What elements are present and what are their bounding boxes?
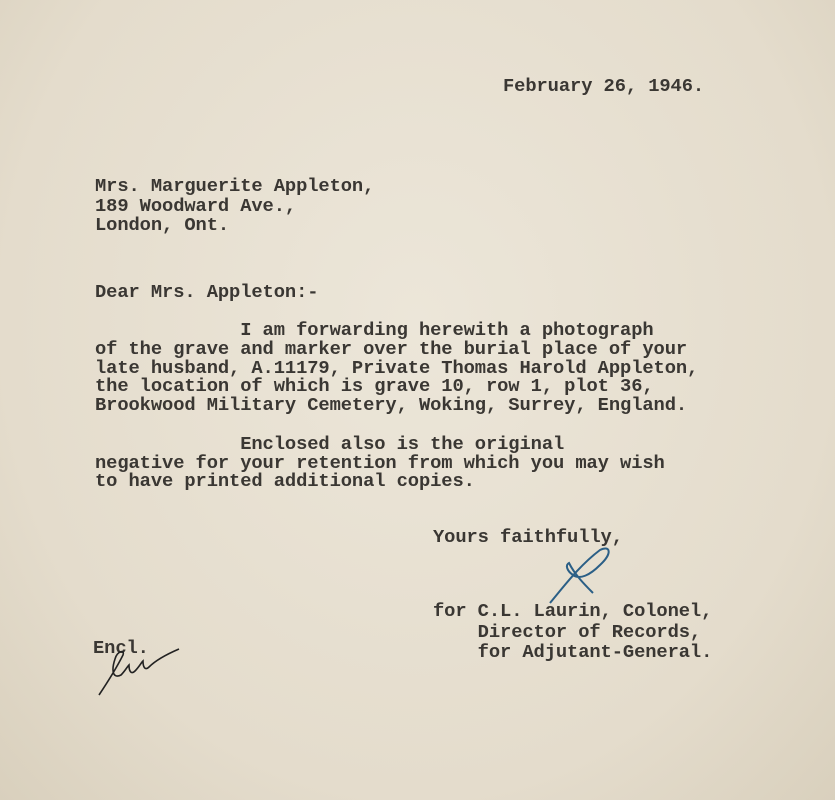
paragraph-line: Enclosed also is the original	[95, 433, 565, 455]
paragraph-line: I am forwarding herewith a photograph	[95, 319, 654, 341]
handwritten-initials	[95, 645, 185, 700]
letter-date: February 26, 1946.	[503, 75, 705, 97]
signature-line: Director of Records,	[433, 621, 702, 643]
recipient-street: 189 Woodward Ave.,	[95, 195, 297, 217]
paragraph-line: Brookwood Military Cemetery, Woking, Surrey, England.	[95, 394, 688, 416]
closing: Yours faithfully,	[433, 526, 623, 548]
paragraph-line: of the grave and marker over the burial place of your	[95, 338, 688, 360]
paragraph-line: late husband, A.11179, Private Thomas Harold Appleton,	[95, 357, 699, 379]
signature-line: for Adjutant-General.	[433, 641, 713, 663]
paragraph-line: the location of which is grave 10, row 1, plot 36,	[95, 375, 654, 397]
recipient-name: Mrs. Marguerite Appleton,	[95, 175, 375, 197]
recipient-city: London, Ont.	[95, 214, 230, 236]
paragraph-line: negative for your retention from which you may wish	[95, 452, 665, 474]
signature-line: for C.L. Laurin, Colonel,	[433, 600, 713, 622]
paragraph-line: to have printed additional copies.	[95, 470, 475, 492]
salutation: Dear Mrs. Appleton:-	[95, 281, 319, 303]
enclosure-note: Encl.	[93, 637, 149, 659]
